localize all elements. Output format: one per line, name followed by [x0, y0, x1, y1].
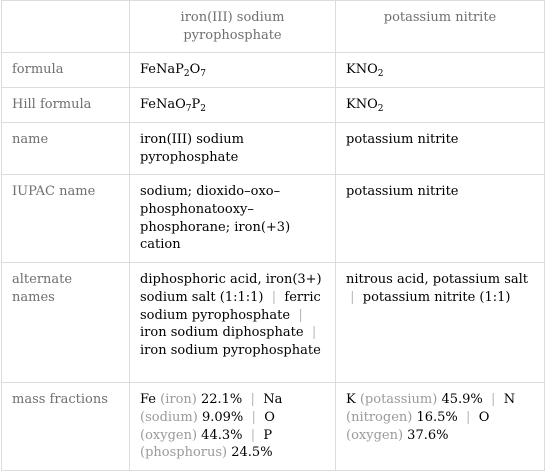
mass-fraction-value: 9.09% [197, 409, 244, 425]
formula-compound-1 [130, 53, 336, 88]
row-label-name: name [2, 123, 130, 175]
mass-fraction-value: 22.1% [196, 392, 243, 408]
alternate-name: iron sodium diphosphate [140, 325, 304, 341]
element-name: (oxygen) [346, 427, 404, 443]
element-symbol: N [503, 392, 516, 408]
iupac-name-compound-2: potassium nitrite [336, 175, 545, 263]
formula-subscript: 2 [377, 69, 384, 80]
formula-text: KNO [346, 97, 378, 113]
formula-subscript: 2 [377, 104, 384, 115]
alternate-name: iron sodium pyrophosphate [140, 342, 321, 358]
header-compound-1: iron(III) sodium pyrophosphate [130, 1, 336, 53]
element-name: (iron) [160, 392, 197, 408]
row-name [2, 123, 545, 175]
element-symbol: O [264, 409, 275, 425]
mass-fraction-value: 45.9% [437, 392, 483, 408]
alternate-name: ferric sodium pyrophosphate [140, 289, 321, 323]
element-symbol: O [478, 409, 490, 425]
mass-fraction-value: 16.5% [412, 409, 458, 425]
alternate-names-compound-2 [336, 263, 545, 383]
list-separator: | [243, 409, 265, 425]
mass-fractions-compound-2 [336, 383, 545, 471]
formula-subscript: 2 [183, 69, 190, 80]
list-separator: | [303, 325, 321, 341]
element-symbol: Na [263, 392, 283, 408]
formula-text: P [191, 97, 201, 113]
comparison-table [1, 0, 545, 471]
header-empty-cell [2, 1, 130, 53]
row-label-alternate-names: alternate names [2, 263, 130, 383]
row-label-iupac-name: IUPAC name [2, 175, 130, 263]
formula-text: O [189, 62, 201, 78]
row-hill-formula [2, 88, 545, 123]
alternate-name: diphosphoric acid, iron(3+) sodium salt (1:1:1) [140, 272, 322, 305]
row-alternate-names [2, 263, 545, 383]
element-symbol: K [346, 392, 360, 408]
alternate-name: potassium nitrite (1:1) [362, 289, 511, 305]
element-symbol: Fe [140, 392, 161, 408]
formula-subscript: 2 [200, 104, 207, 115]
header-row [2, 1, 545, 53]
formula-text: KNO [346, 62, 378, 78]
name-compound-1: iron(III) sodium pyrophosphate [130, 123, 336, 175]
element-name: (oxygen) [140, 427, 198, 443]
list-separator: | [242, 392, 264, 408]
list-separator: | [242, 427, 264, 443]
formula-compound-2 [336, 53, 545, 88]
alternate-name: nitrous acid, potassium salt [346, 272, 529, 288]
row-iupac-name [2, 175, 545, 263]
list-separator: | [457, 409, 479, 425]
hill-formula-compound-2 [336, 88, 545, 123]
formula-subscript: 7 [185, 104, 192, 115]
name-compound-2: potassium nitrite [336, 123, 545, 175]
element-name: (sodium) [140, 409, 198, 425]
mass-fraction-value: 37.6% [403, 427, 449, 443]
formula-text: FeNaO [140, 97, 186, 113]
mass-fraction-value: 44.3% [197, 427, 243, 443]
alternate-names-compound-1 [130, 263, 336, 383]
list-separator: | [290, 307, 307, 323]
row-formula [2, 53, 545, 88]
row-label-formula: formula [2, 53, 130, 88]
element-symbol: P [263, 427, 273, 443]
element-name: (nitrogen) [346, 409, 413, 425]
formula-subscript: 7 [200, 69, 207, 80]
list-separator: | [346, 289, 363, 305]
iupac-name-compound-1: sodium; dioxido–oxo–phosphonatooxy–phosphorane; iron(+3) cation [130, 175, 336, 263]
list-separator: | [482, 392, 504, 408]
hill-formula-compound-1 [130, 88, 336, 123]
list-separator: | [263, 289, 285, 305]
header-compound-2: potassium nitrite [336, 1, 545, 53]
formula-text: FeNaP [140, 62, 184, 78]
mass-fraction-value: 24.5% [227, 445, 273, 461]
row-label-mass-fractions: mass fractions [2, 383, 130, 471]
mass-fractions-compound-1 [130, 383, 336, 471]
row-label-hill-formula: Hill formula [2, 88, 130, 123]
element-name: (potassium) [359, 392, 438, 408]
row-mass-fractions [2, 383, 545, 471]
element-name: (phosphorus) [140, 445, 228, 461]
